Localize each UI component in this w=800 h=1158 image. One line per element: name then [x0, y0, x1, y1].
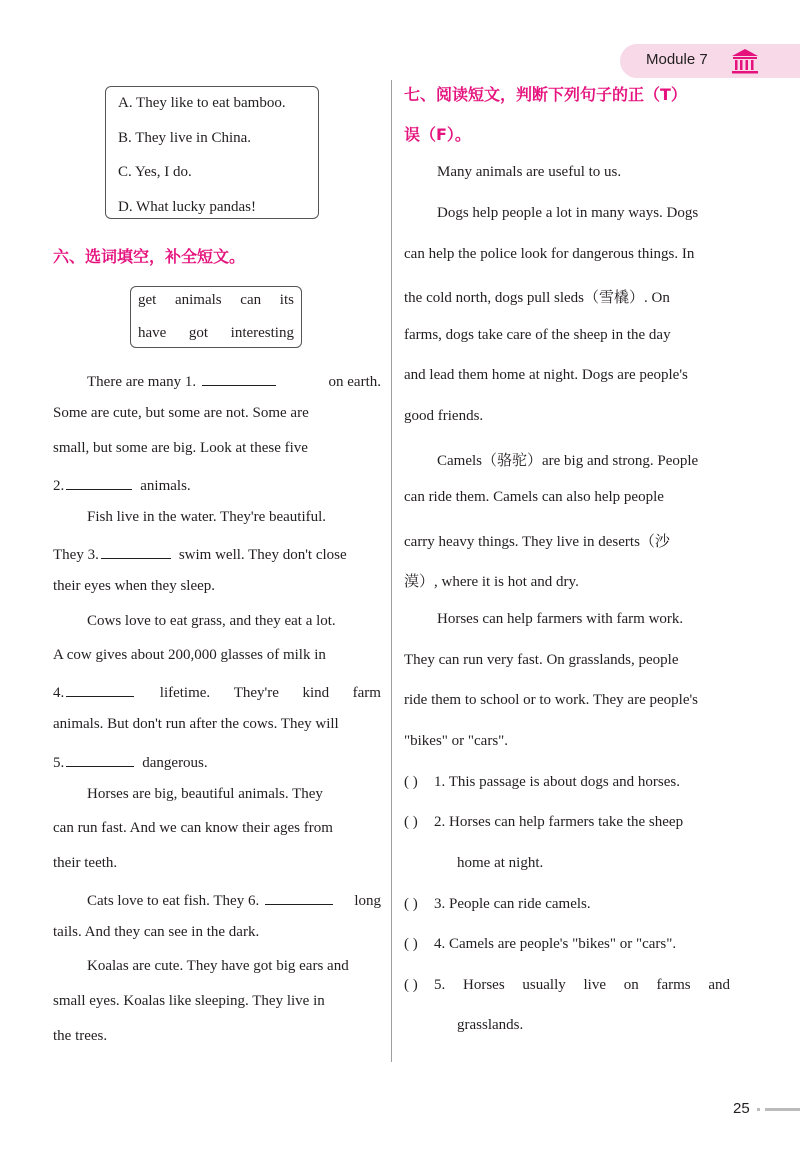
passage-line: There are many 1. on earth. — [87, 370, 381, 391]
passage-line: their teeth. — [53, 855, 118, 871]
answer-paren[interactable]: ( ) — [404, 977, 418, 993]
passage-line: Camels（骆驼）are big and strong. People — [437, 453, 699, 469]
passage-line: can ride them. Camels can also help people — [404, 489, 664, 505]
passage-line: Horses can help farmers with farm work. — [437, 611, 684, 627]
passage-line: the trees. — [53, 1028, 108, 1044]
section7-heading: 七、阅读短文，判断下列句子的正（T） — [404, 85, 687, 104]
answer-paren[interactable]: ( ) — [404, 774, 418, 790]
passage-line: ride them to school or to work. They are people's — [404, 692, 699, 708]
word-option: have — [138, 325, 167, 341]
passage-line: Some are cute, but some are not. Some are — [53, 405, 309, 421]
choice-a: A. They like to eat bamboo. — [118, 95, 286, 111]
choice-box — [105, 86, 319, 219]
word-option: animals — [174, 292, 222, 308]
section7-heading-cont: 误（F）。 — [404, 125, 471, 144]
page-number-rule — [757, 1108, 800, 1111]
tf-question: ( ) 4. Camels are people's "bikes" or "cars". — [404, 936, 677, 952]
tf-question: ( ) 2. Horses can help farmers take the sheep — [404, 814, 684, 830]
blank-6[interactable] — [265, 889, 333, 905]
word-option: got — [188, 325, 209, 341]
passage-line: can help the police look for dangerous things. In — [404, 246, 695, 262]
tf-question: ( ) 3. People can ride camels. — [404, 896, 591, 912]
passage-line: tails. And they can see in the dark. — [53, 924, 260, 940]
tf-question: ( ) 5. Horses usually live on farms and — [404, 977, 731, 993]
passage-line: A cow gives about 200,000 glasses of milk in — [53, 647, 326, 663]
section6-heading: 六、选词填空，补全短文。 — [53, 247, 246, 266]
passage-line: animals. But don't run after the cows. They will — [53, 716, 339, 732]
passage-line: small eyes. Koalas like sleeping. They live in — [53, 993, 325, 1009]
passage-line: Dogs help people a lot in many ways. Dogs — [437, 205, 699, 221]
classical-building-icon — [730, 47, 760, 75]
passage-line: They 3. swim well. They don't close — [53, 543, 381, 564]
module-tab — [620, 44, 800, 78]
passage-line: 漠）, where it is hot and dry. — [404, 574, 579, 590]
choice-b: B. They live in China. — [118, 130, 252, 146]
passage-line: 5. dangerous. — [53, 751, 381, 772]
blank-5[interactable] — [66, 751, 134, 767]
answer-paren[interactable]: ( ) — [404, 814, 418, 830]
passage-line: and lead them home at night. Dogs are people's — [404, 367, 688, 383]
page-number: 25 — [733, 1100, 750, 1117]
word-option: get — [138, 292, 157, 308]
blank-3[interactable] — [101, 543, 171, 559]
passage-line: the cold north, dogs pull sleds（雪橇）. On — [404, 290, 670, 306]
blank-2[interactable] — [66, 474, 132, 490]
tf-question-cont: home at night. — [457, 855, 544, 871]
passage-line: good friends. — [404, 408, 484, 424]
passage-line: Fish live in the water. They're beautiful. — [87, 509, 327, 525]
blank-4[interactable] — [66, 681, 134, 697]
answer-paren[interactable]: ( ) — [404, 896, 418, 912]
word-option: interesting — [230, 325, 294, 341]
answer-paren[interactable]: ( ) — [404, 936, 418, 952]
column-divider — [391, 80, 392, 1062]
passage-line: Cats love to eat fish. They 6. long — [87, 889, 381, 910]
passage-line: small, but some are big. Look at these five — [53, 440, 308, 456]
passage-line: Horses are big, beautiful animals. They — [87, 786, 323, 802]
passage-line: 4. lifetime. They're kind farm — [53, 681, 381, 702]
word-option: its — [279, 292, 294, 308]
passage-line: Cows love to eat grass, and they eat a lot. — [87, 613, 336, 629]
passage-line: "bikes" or "cars". — [404, 733, 509, 749]
passage-line: carry heavy things. They live in deserts（沙 — [404, 534, 670, 550]
passage-line: farms, dogs take care of the sheep in the day — [404, 327, 671, 343]
choice-c: C. Yes, I do. — [118, 164, 192, 180]
blank-1[interactable] — [202, 370, 276, 386]
passage-line: Many animals are useful to us. — [437, 164, 622, 180]
choice-d: D. What lucky pandas! — [118, 199, 257, 215]
passage-line: their eyes when they sleep. — [53, 578, 216, 594]
word-box — [130, 286, 302, 348]
passage-line: 2. animals. — [53, 474, 381, 495]
passage-line: can run fast. And we can know their ages from — [53, 820, 333, 836]
module-label: Module 7 — [646, 51, 708, 68]
word-option: can — [240, 292, 262, 308]
tf-question-cont: grasslands. — [457, 1017, 524, 1033]
passage-line: They can run very fast. On grasslands, people — [404, 652, 679, 668]
passage-line: Koalas are cute. They have got big ears and — [87, 958, 349, 974]
tf-question: ( ) 1. This passage is about dogs and horses. — [404, 774, 680, 790]
